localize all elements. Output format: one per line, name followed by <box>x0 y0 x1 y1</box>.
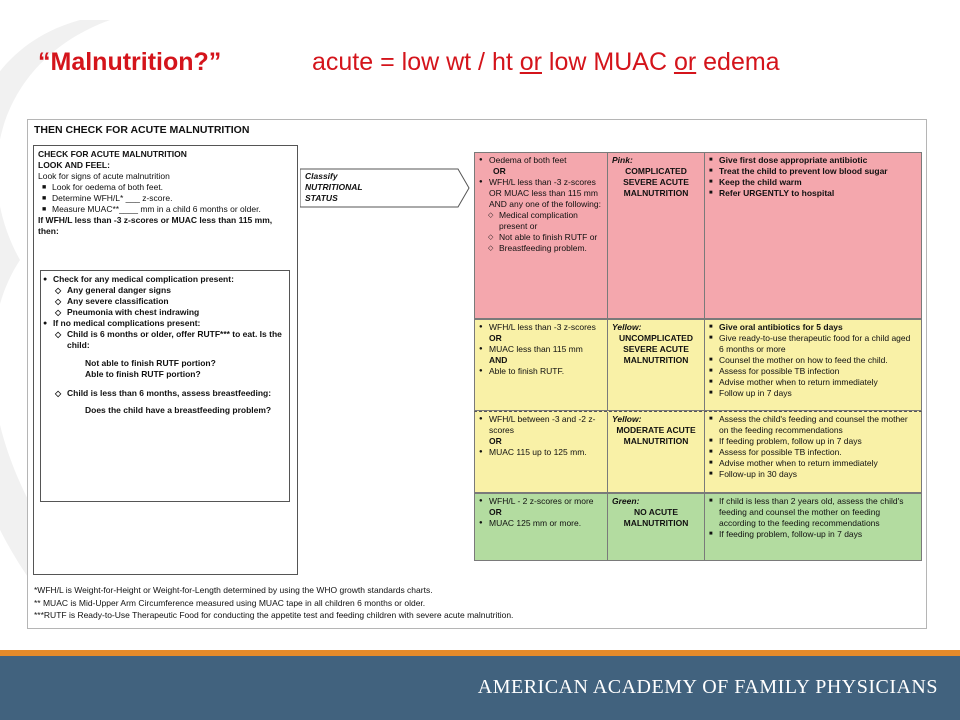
signs-cell <box>475 153 608 318</box>
assess-item: ■ Measure MUAC**____ mm in a child 6 months or older. <box>52 204 293 215</box>
treatment: ■ Give oral antibiotics for 5 days <box>709 322 917 333</box>
classification: COMPLICATED SEVERE ACUTE MALNUTRITION <box>623 166 689 198</box>
treatment: ■ Counsel the mother on how to feed the child. <box>709 355 917 366</box>
sign-or: OR <box>489 436 502 446</box>
treatment: ■ Refer URGENTLY to hospital <box>709 188 917 199</box>
treatment-cell <box>705 494 921 560</box>
rutf-test: ◇ Child is 6 months or older, offer RUTF*** to eat. Is the child: <box>45 329 285 351</box>
assess-item: ■ Look for oedema of both feet. <box>52 182 293 193</box>
sign: ● WFH/L - 2 z-scores or more <box>479 496 603 507</box>
classify-label: Classify NUTRITIONAL STATUS <box>305 171 363 203</box>
sign: ● WFH/L less than -3 z-scores OR MUAC less than 115 mm AND any one of the following: <box>479 177 603 210</box>
title-definition: acute = low wt / ht or low MUAC or edema <box>312 48 780 76</box>
row-green <box>474 493 922 561</box>
rutf-question: Not able to finish RUTF portion? <box>85 358 216 368</box>
assess-condition: If WFH/L less than -3 z-scores or MUAC less than 115 mm, then: <box>38 215 273 236</box>
row-yellow-moderate <box>474 411 922 493</box>
under6-assess: ◇ Child is less than 6 months, assess breastfeeding: <box>45 388 285 399</box>
sign-and: AND <box>489 355 508 365</box>
classification-cell <box>608 494 705 560</box>
treatment: ■ Keep the child warm <box>709 177 917 188</box>
treatment-cell <box>705 320 921 410</box>
signs-cell <box>475 320 608 410</box>
sign: ● MUAC less than 115 mm <box>479 344 603 355</box>
imci-chart-image <box>27 119 927 629</box>
treatment: ■ Treat the child to prevent low blood sugar <box>709 166 917 177</box>
treatment: ■ Follow-up in 30 days <box>709 469 917 480</box>
treatment: ■ Assess the child's feeding and counsel the mother on the feeding recommendations <box>709 414 917 436</box>
footnotes <box>34 584 513 622</box>
footnote: ** MUAC is Mid-Upper Arm Circumference measured using MUAC tape in all children 6 months or older. <box>34 597 426 608</box>
subsign: ◇ Breastfeeding problem. <box>479 243 603 254</box>
classification: MODERATE ACUTE MALNUTRITION <box>616 425 696 446</box>
subsign: ◇ Medical complication present or <box>479 210 603 232</box>
color-label: Pink: <box>612 155 633 165</box>
color-label: Green: <box>612 496 640 506</box>
treatment: ■ Advise mother when to return immediately <box>709 377 917 388</box>
sign-or: OR <box>493 166 506 176</box>
row-yellow-severe <box>474 319 922 411</box>
treatment-cell <box>705 412 921 492</box>
treatment-cell <box>705 153 921 318</box>
treatment: ■ Assess for possible TB infection <box>709 366 917 377</box>
row-pink <box>474 152 922 319</box>
slide-title <box>38 48 780 77</box>
sign: ● MUAC 125 mm or more. <box>479 518 603 529</box>
sign: ● Able to finish RUTF. <box>479 366 603 377</box>
assess-intro: Look for signs of acute malnutrition <box>38 171 170 181</box>
assess-heading: CHECK FOR ACUTE MALNUTRITION <box>38 149 187 159</box>
treatment: ■ If feeding problem, follow-up in 7 days <box>709 529 917 540</box>
classification-cell <box>608 320 705 410</box>
treatment: ■ Assess for possible TB infection. <box>709 447 917 458</box>
breastfeeding-question: Does the child have a breastfeeding problem? <box>85 405 272 415</box>
treatment: ■ Give first dose appropriate antibiotic <box>709 155 917 166</box>
treatment: ■ Advise mother when to return immediately <box>709 458 917 469</box>
subsign: ◇ Not able to finish RUTF or <box>479 232 603 243</box>
treatment: ■ If feeding problem, follow up in 7 days <box>709 436 917 447</box>
sign-or: OR <box>489 507 502 517</box>
treatment: ■ Follow up in 7 days <box>709 388 917 399</box>
footnote: ***RUTF is Ready-to-Use Therapeutic Food for conducting the appetite test and feeding children with severe acute malnutrition. <box>34 610 514 620</box>
classification-cell <box>608 153 705 318</box>
complication-item: ◇ Pneumonia with chest indrawing <box>45 307 285 318</box>
complication-item: ◇ Any severe classification <box>45 296 285 307</box>
classification-cell <box>608 412 705 492</box>
footnote: *WFH/L is Weight-for-Height or Weight-for-Length determined by using the WHO growth standards charts. <box>34 585 433 595</box>
signs-cell <box>475 494 608 560</box>
treatment: ■ Give ready-to-use therapeutic food for a child aged 6 months or more <box>709 333 917 355</box>
sign: ● MUAC 115 up to 125 mm. <box>479 447 603 458</box>
sign: ● Oedema of both feet <box>479 155 603 166</box>
color-label: Yellow: <box>612 414 642 424</box>
no-complication: ● If no medical complications present: <box>45 318 285 329</box>
classification-table <box>474 152 922 561</box>
classification: NO ACUTE MALNUTRITION <box>623 507 689 528</box>
sign: ● WFH/L between -3 and -2 z-scores <box>479 414 603 436</box>
signs-cell <box>475 412 608 492</box>
chart-heading: THEN CHECK FOR ACUTE MALNUTRITION <box>34 124 250 136</box>
look-feel: LOOK AND FEEL: <box>38 160 110 170</box>
sign-or: OR <box>489 333 502 343</box>
assess-item: ■ Determine WFH/L* ___ z-score. <box>52 193 293 204</box>
rutf-question: Able to finish RUTF portion? <box>85 369 201 379</box>
classification: UNCOMPLICATED SEVERE ACUTE MALNUTRITION <box>619 333 693 365</box>
sign: ● WFH/L less than -3 z-scores <box>479 322 603 333</box>
treatment: ■ If child is less than 2 years old, assess the child's feeding and counsel the mother on feeding according to the feeding recommendations <box>709 496 917 529</box>
check-complication: ● Check for any medical complication present: <box>45 274 285 285</box>
assessment-box <box>33 145 298 575</box>
title-question: “Malnutrition?” <box>38 48 222 76</box>
complication-box <box>40 270 290 502</box>
color-label: Yellow: <box>612 322 642 332</box>
complication-item: ◇ Any general danger signs <box>45 285 285 296</box>
organization-name: AMERICAN ACADEMY OF FAMILY PHYSICIANS <box>477 676 938 698</box>
